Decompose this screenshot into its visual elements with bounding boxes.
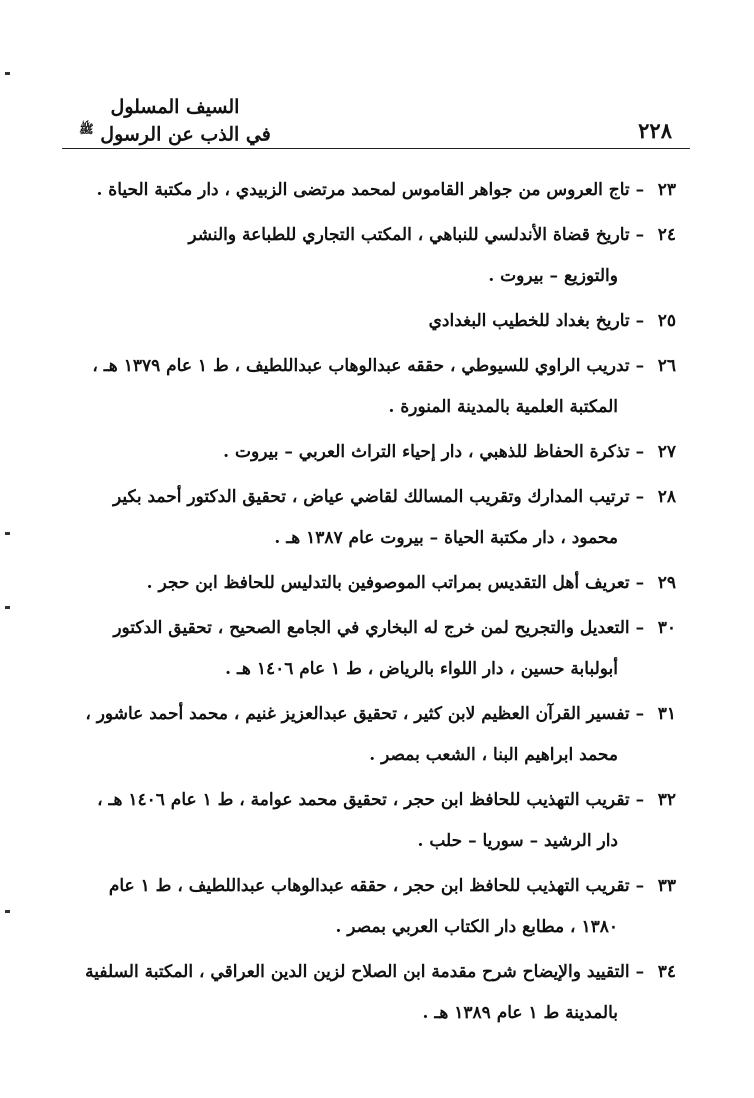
reference-text: تعريف أهل التقديس بمراتب الموصوفين بالتدليس للحافظ ابن حجر .	[146, 573, 630, 593]
honorific-glyph: ﷺ	[79, 122, 94, 136]
reference-entry: ٣١ – تفسير القرآن العظيم لابن كثير ، تحقيق عبدالعزيز غنيم ، محمد أحمد عاشور ، محمد ابراهيم البنا ، الشعب بمصر .	[60, 694, 676, 776]
reference-number: ٢٧	[657, 442, 676, 462]
reference-number: ٢٣	[657, 180, 676, 200]
reference-entry: ٢٣ – تاج العروس من جواهر القاموس لمحمد مرتضى الزبيدي ، دار مكتبة الحياة .	[60, 170, 676, 211]
reference-number: ٢٦	[657, 356, 676, 376]
reference-text: ترتيب المدارك وتقريب المسالك لقاضي عياض ، تحقيق الدكتور أحمد بكير	[112, 487, 630, 507]
reference-text: تاريخ بغداد للخطيب البغدادي	[428, 311, 630, 331]
reference-number: ٢٤	[657, 225, 676, 245]
reference-text: تدريب الراوي للسيوطي ، حققه عبدالوهاب عبداللطيف ، ط ١ عام ١٣٧٩ هـ ،	[92, 356, 630, 376]
reference-number: ٢٥	[657, 311, 676, 331]
header-title-line2-text: في الذب عن الرسول	[100, 123, 271, 146]
reference-text-continuation: أبولبابة حسين ، دار اللواء بالرياض ، ط ١ عام ١٤٠٦ هـ .	[225, 659, 618, 679]
reference-text-continuation: محمد ابراهيم البنا ، الشعب بمصر .	[369, 745, 618, 765]
reference-text: تذكرة الحفاظ للذهبي ، دار إحياء التراث العربي – بيروت .	[223, 442, 630, 462]
reference-number: ٣٢	[657, 790, 676, 810]
reference-text-continuation: ١٣٨٠ ، مطابع دار الكتاب العربي بمصر .	[335, 917, 618, 937]
reference-text-continuation: المكتبة العلمية بالمدينة المنورة .	[388, 397, 618, 417]
reference-text: تقريب التهذيب للحافظ ابن حجر ، حققه عبدالوهاب عبداللطيف ، ط ١ عام	[108, 876, 630, 896]
running-header-title	[60, 96, 290, 145]
reference-number: ٢٨	[657, 487, 676, 507]
reference-entry: ٢٩ – تعريف أهل التقديس بمراتب الموصوفين بالتدليس للحافظ ابن حجر .	[60, 563, 676, 604]
margin-mark	[5, 910, 10, 913]
reference-number: ٣٣	[657, 876, 676, 896]
reference-number: ٣٠	[657, 618, 676, 638]
reference-text-continuation: بالمدينة ط ١ عام ١٣٨٩ هـ .	[422, 1003, 618, 1023]
page-number: ٢٢٨	[638, 118, 672, 143]
reference-entry: ٣٣ – تقريب التهذيب للحافظ ابن حجر ، حققه عبدالوهاب عبداللطيف ، ط ١ عام ١٣٨٠ ، مطابع دار الكتاب العربي بمصر .	[60, 866, 676, 948]
reference-number: ٢٩	[657, 573, 676, 593]
header-divider	[62, 148, 690, 149]
reference-text: تاريخ قضاة الأندلسي للنباهي ، المكتب التجاري للطباعة والنشر	[188, 225, 630, 245]
reference-text: تاج العروس من جواهر القاموس لمحمد مرتضى الزبيدي ، دار مكتبة الحياة .	[96, 180, 630, 200]
reference-entry: ٢٧ – تذكرة الحفاظ للذهبي ، دار إحياء التراث العربي – بيروت .	[60, 432, 676, 473]
header-title-line2	[60, 118, 290, 145]
margin-mark	[5, 606, 10, 609]
reference-entry: ٢٨ – ترتيب المدارك وتقريب المسالك لقاضي عياض ، تحقيق الدكتور أحمد بكير محمود ، دار مكتبة الحياة – بيروت عام ١٣٨٧ هـ .	[60, 477, 676, 559]
reference-text: تقريب التهذيب للحافظ ابن حجر ، تحقيق محمد عوامة ، ط ١ عام ١٤٠٦ هـ ،	[97, 790, 630, 810]
reference-entry: ٣٠ – التعديل والتجريح لمن خرج له البخاري في الجامع الصحيح ، تحقيق الدكتور أبولبابة حسين ، دار اللواء بالرياض ، ط ١ عام ١٤٠٦ هـ .	[60, 608, 676, 690]
reference-entry: ٣٤ – التقييد والإيضاح شرح مقدمة ابن الصلاح لزين الدين العراقي ، المكتبة السلفية بالمدينة ط ١ عام ١٣٨٩ هـ .	[60, 952, 676, 1034]
reference-number: ٣١	[657, 704, 676, 724]
reference-text: تفسير القرآن العظيم لابن كثير ، تحقيق عبدالعزيز غنيم ، محمد أحمد عاشور ،	[85, 704, 630, 724]
reference-text-continuation: محمود ، دار مكتبة الحياة – بيروت عام ١٣٨٧ هـ .	[274, 528, 618, 548]
margin-mark	[5, 72, 10, 75]
reference-list	[60, 170, 676, 1038]
reference-entry: ٢٥ – تاريخ بغداد للخطيب البغدادي	[60, 301, 676, 342]
reference-text: التعديل والتجريح لمن خرج له البخاري في الجامع الصحيح ، تحقيق الدكتور	[113, 618, 630, 638]
reference-text-continuation: دار الرشيد – سوريا – حلب .	[417, 831, 618, 851]
reference-entry: ٢٦ – تدريب الراوي للسيوطي ، حققه عبدالوهاب عبداللطيف ، ط ١ عام ١٣٧٩ هـ ، المكتبة العلمية بالمدينة المنورة .	[60, 346, 676, 428]
reference-text: التقييد والإيضاح شرح مقدمة ابن الصلاح لزين الدين العراقي ، المكتبة السلفية	[85, 962, 630, 982]
reference-entry: ٣٢ – تقريب التهذيب للحافظ ابن حجر ، تحقيق محمد عوامة ، ط ١ عام ١٤٠٦ هـ ، دار الرشيد – سوريا – حلب .	[60, 780, 676, 862]
reference-number: ٣٤	[657, 962, 676, 982]
margin-mark	[5, 532, 10, 535]
reference-text-continuation: والتوزيع – بيروت .	[488, 266, 618, 286]
header-title-line1: السيف المسلول	[110, 96, 240, 118]
reference-entry: ٢٤ – تاريخ قضاة الأندلسي للنباهي ، المكتب التجاري للطباعة والنشر والتوزيع – بيروت .	[60, 215, 676, 297]
